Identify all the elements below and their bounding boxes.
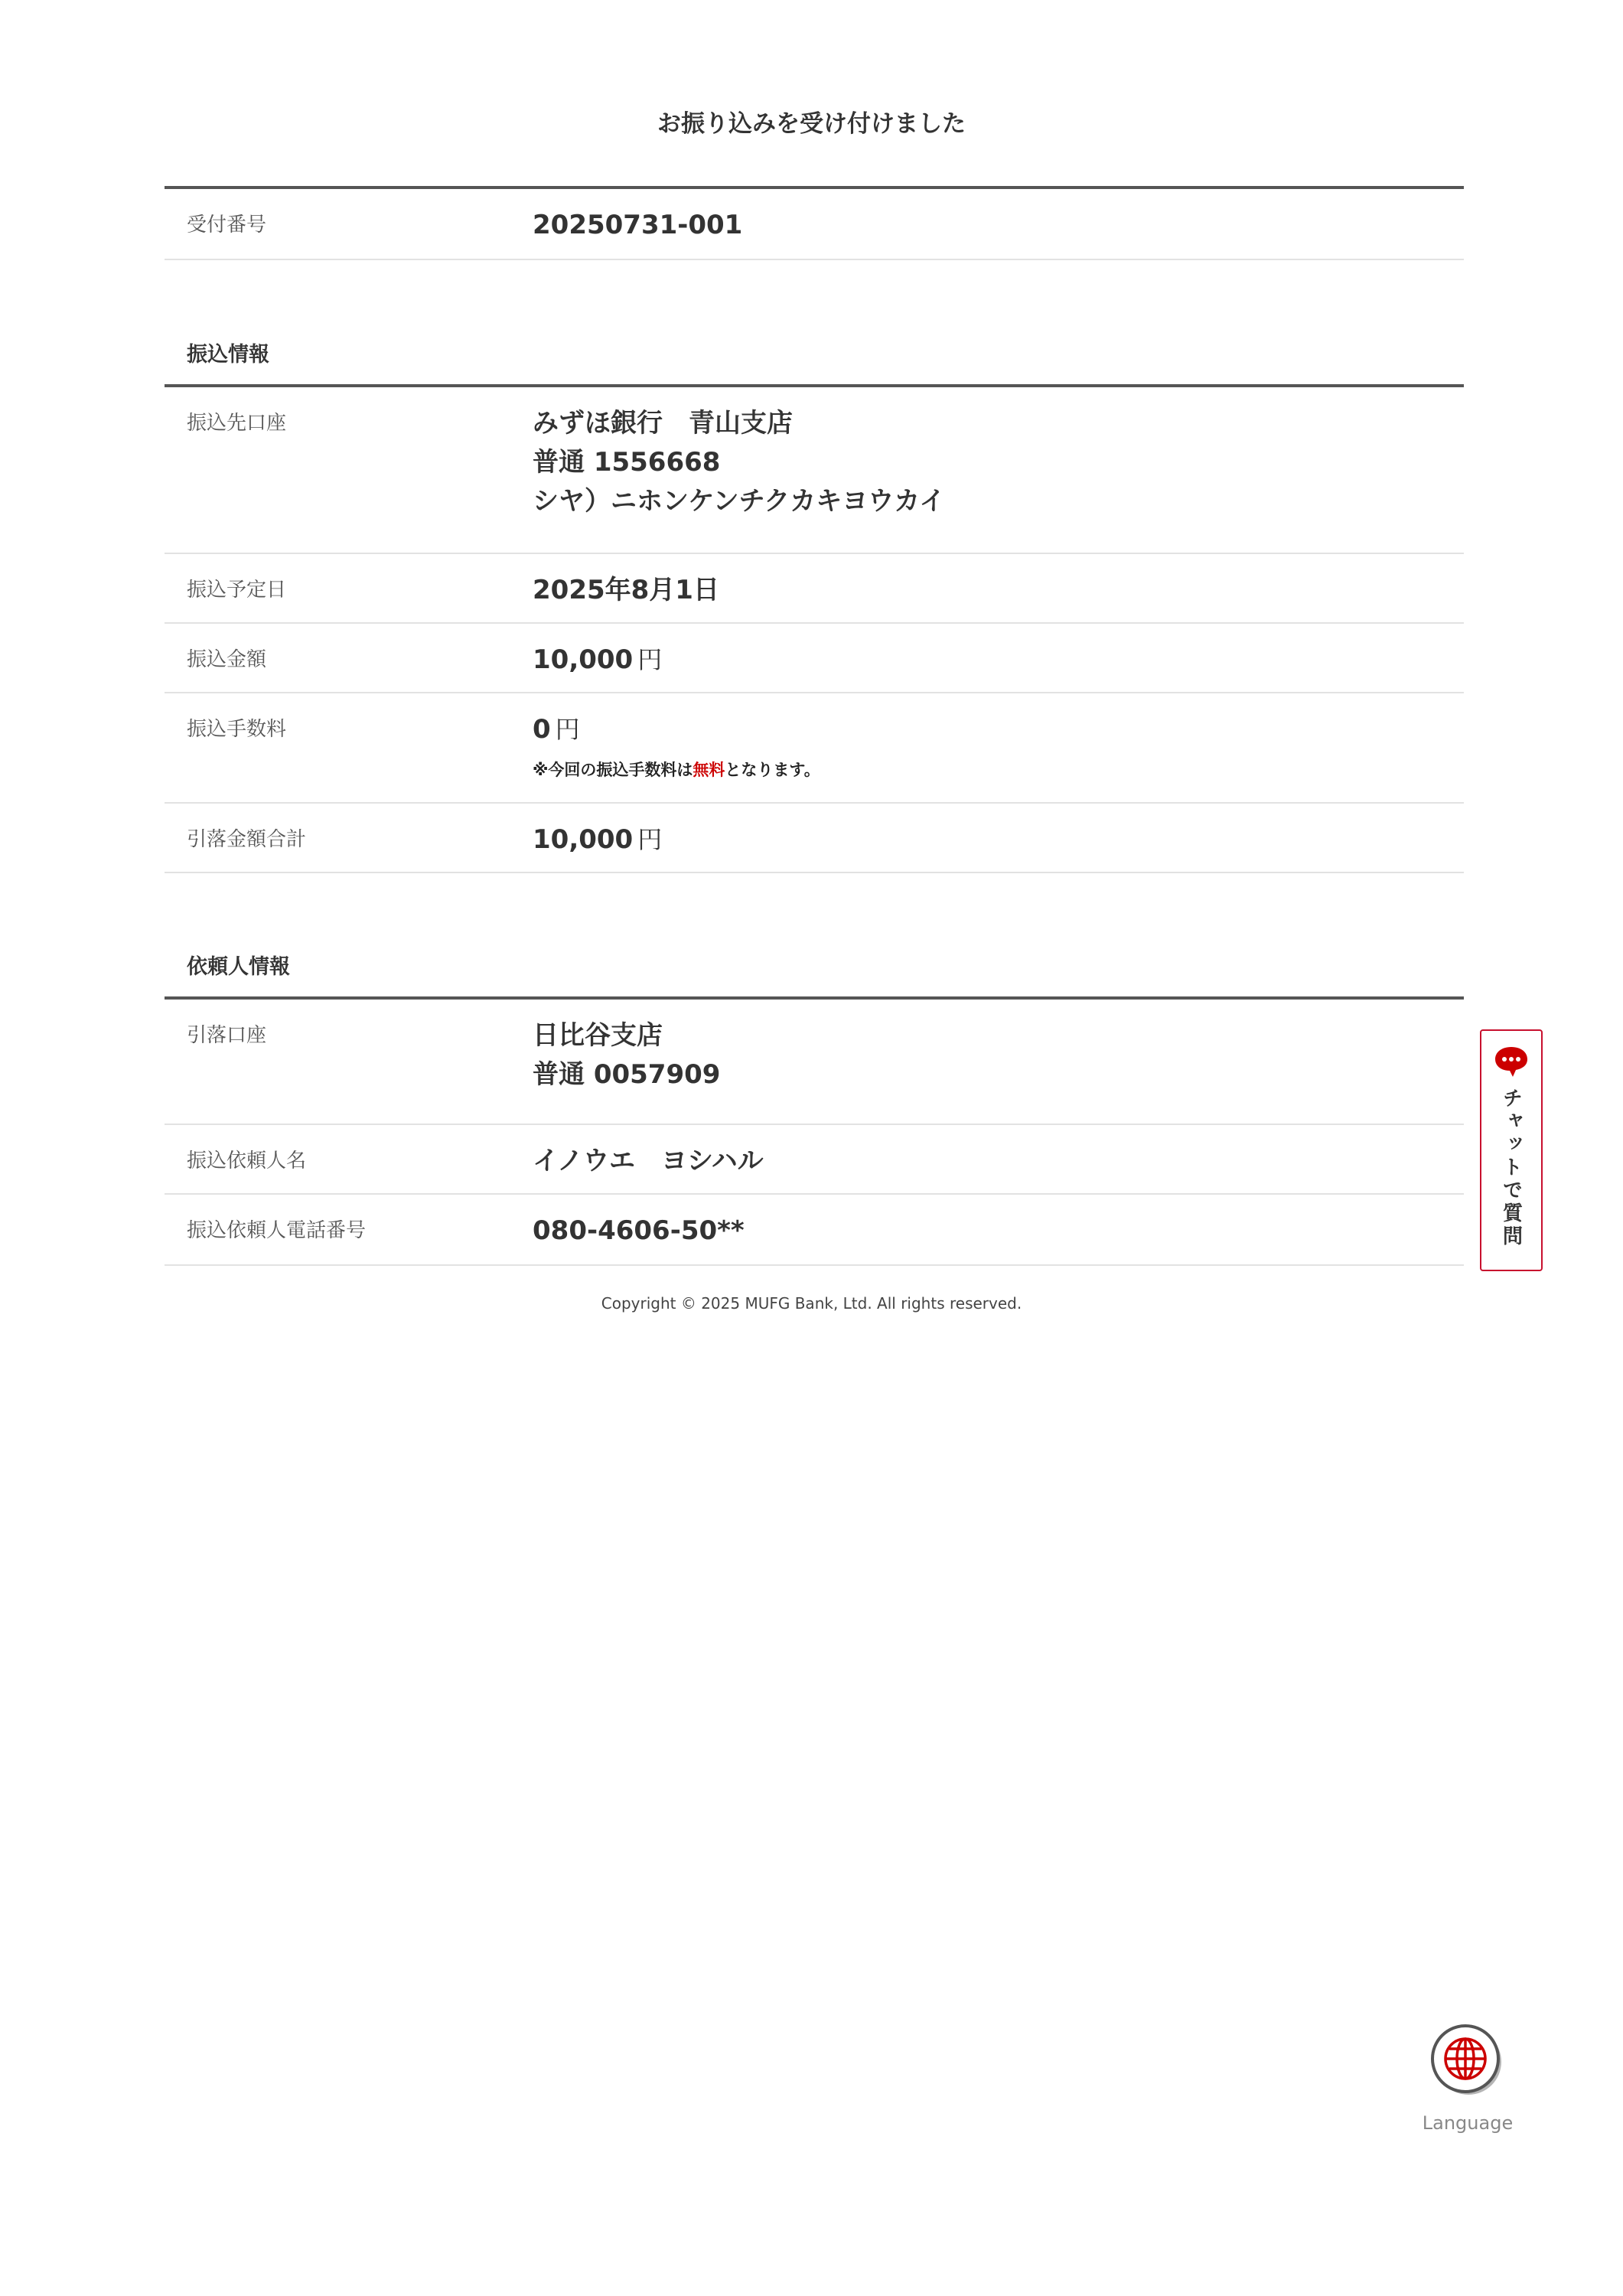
receipt-number: 20250731-001 xyxy=(533,210,743,240)
date-label: 振込予定日 xyxy=(187,579,287,602)
receipt-section xyxy=(165,186,1464,260)
destination-account-holder: シヤ）ニホンケンチクカキヨウカイ xyxy=(533,486,946,517)
transfer-info-heading: 振込情報 xyxy=(187,343,269,367)
copyright: Copyright © 2025 MUFG Bank, Ltd. All rights reserved. xyxy=(601,1294,1022,1313)
date-value: 2025年8月1日 xyxy=(533,575,719,605)
destination-label: 振込先口座 xyxy=(187,412,287,435)
chat-bubble-icon xyxy=(1493,1045,1530,1078)
total-label: 引落金額合計 xyxy=(187,828,307,851)
debit-account-value xyxy=(533,1000,1464,1124)
fee-note-prefix: ※今回の振込手数料は xyxy=(533,761,693,779)
fee-value xyxy=(533,693,1464,802)
fee-row xyxy=(165,693,1464,804)
amount-unit: 円 xyxy=(637,645,663,674)
transfer-info-section xyxy=(165,338,1464,873)
fee-number: 0 xyxy=(533,714,551,745)
total-row xyxy=(165,804,1464,873)
requester-info-section xyxy=(165,950,1464,1266)
receipt-row xyxy=(165,189,1464,260)
requester-phone-label: 振込依頼人電話番号 xyxy=(187,1219,367,1242)
date-row xyxy=(165,554,1464,624)
requester-name-label: 振込依頼人名 xyxy=(187,1150,307,1172)
fee-note-highlight: 無料 xyxy=(693,761,725,779)
debit-account-row xyxy=(165,1000,1464,1125)
page-title: お振り込みを受け付けました xyxy=(657,110,966,138)
destination-account-number: 普通 1556668 xyxy=(533,447,721,478)
requester-name-row xyxy=(165,1125,1464,1195)
requester-phone-value: 080-4606-50** xyxy=(533,1215,745,1246)
fee-label: 振込手数料 xyxy=(187,718,287,741)
language-button[interactable] xyxy=(1422,2022,1514,2137)
debit-account-number: 普通 0057909 xyxy=(533,1059,721,1090)
receipt-label: 受付番号 xyxy=(187,214,267,236)
requester-name-value: イノウエ ヨシハル xyxy=(533,1146,764,1176)
total-value xyxy=(533,804,1464,872)
debit-branch: 日比谷支店 xyxy=(533,1020,663,1051)
requester-info-heading: 依頼人情報 xyxy=(187,955,290,979)
amount-label: 振込金額 xyxy=(187,648,267,671)
debit-account-label: 引落口座 xyxy=(187,1024,267,1047)
destination-row xyxy=(165,387,1464,554)
total-number: 10,000 xyxy=(533,824,634,855)
destination-bank: みずほ銀行 青山支店 xyxy=(533,408,793,439)
fee-note-suffix: となります。 xyxy=(725,761,820,779)
globe-icon xyxy=(1429,2022,1503,2095)
fee-note xyxy=(533,758,1464,781)
total-unit: 円 xyxy=(637,825,663,854)
language-label: Language xyxy=(1422,2112,1514,2134)
amount-value xyxy=(533,624,1464,692)
destination-value xyxy=(533,387,1464,553)
amount-number: 10,000 xyxy=(533,644,634,675)
amount-row xyxy=(165,624,1464,693)
fee-unit: 円 xyxy=(555,715,580,744)
chat-button-label: チャットで質問 xyxy=(1499,1088,1523,1248)
chat-button[interactable] xyxy=(1480,1029,1543,1271)
requester-phone-row xyxy=(165,1195,1464,1266)
